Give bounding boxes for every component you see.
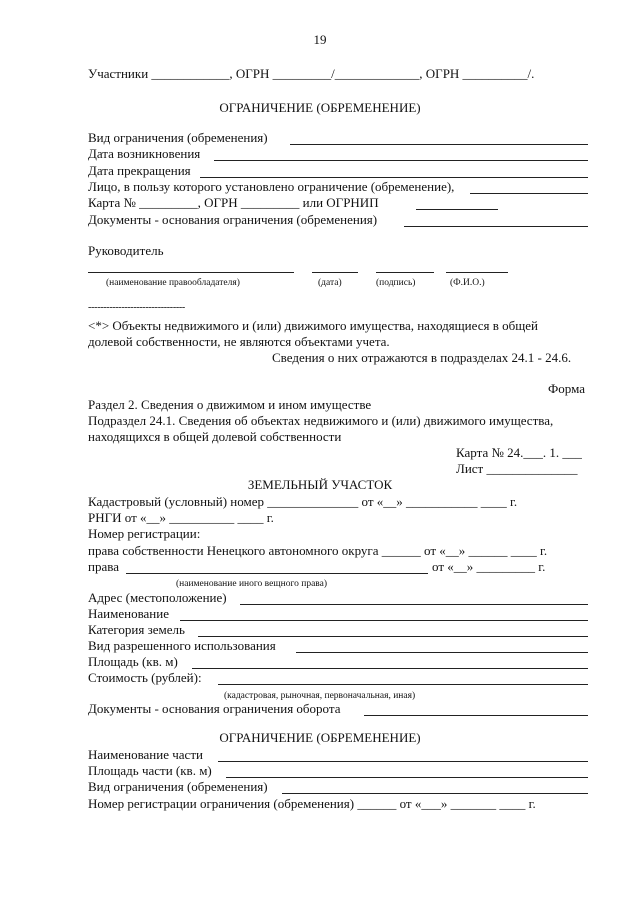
part-name-field[interactable] xyxy=(218,761,588,762)
subsection-title-2: находящихся в общей долевой собственности xyxy=(88,429,342,444)
documents-label: Документы - основания ограничения (обременения) xyxy=(88,212,378,227)
cadastral-number: Кадастровый (условный) номер ______________ от «__» ___________ ____ г. xyxy=(88,494,518,509)
start-date-label: Дата возникновения xyxy=(88,146,201,161)
name-label: Наименование xyxy=(88,606,169,621)
beneficiary-label: Лицо, в пользу которого установлено ограничение (обременение), xyxy=(88,179,455,194)
encumbrance-2-heading: ОГРАНИЧЕНИЕ (ОБРЕМЕНЕНИЕ) xyxy=(219,730,421,745)
right-label: права xyxy=(88,559,119,574)
ownership-right: права собственности Ненецкого автономного округа ______ от «__» ______ ____ г. xyxy=(88,543,548,558)
category-label: Категория земель xyxy=(88,622,185,637)
cost-caption: (кадастровая, рыночная, первоначальная, иная) xyxy=(224,691,416,701)
caption-fio: (Ф.И.О.) xyxy=(450,278,485,288)
area-label: Площадь (кв. м) xyxy=(88,654,178,669)
end-date-field[interactable] xyxy=(200,177,588,178)
encumbrance-heading: ОГРАНИЧЕНИЕ (ОБРЕМЕНЕНИЕ) xyxy=(219,100,421,115)
right-caption: (наименование иного вещного права) xyxy=(176,579,328,589)
documents-field[interactable] xyxy=(404,226,588,227)
holder-name-field[interactable] xyxy=(88,272,294,273)
land-documents-field[interactable] xyxy=(364,715,588,716)
caption-date: (дата) xyxy=(318,278,342,288)
subsection-title-1: Подраздел 24.1. Сведения об объектах недвижимого и (или) движимого имущества, xyxy=(88,413,554,428)
encumbrance-2-reg-number: Номер регистрации ограничения (обременения) ______ от «___» _______ ____ г. xyxy=(88,796,536,811)
land-heading: ЗЕМЕЛЬНЫЙ УЧАСТОК xyxy=(247,477,393,492)
participants-line: Участники ____________, ОГРН _________/_____________, ОГРН __________/. xyxy=(88,66,535,81)
address-label: Адрес (местоположение) xyxy=(88,590,227,605)
footnote-line-1: <*> Объекты недвижимого и (или) движимого имущества, находящиеся в общей xyxy=(88,318,538,333)
card-ogrn-label: Карта № _________, ОГРН _________ или ОГРНИП xyxy=(88,195,379,210)
reg-number-label: Номер регистрации: xyxy=(88,526,201,541)
part-name-label: Наименование части xyxy=(88,747,203,762)
encumbrance-2-type-field[interactable] xyxy=(282,793,588,794)
name-field[interactable] xyxy=(180,620,588,621)
start-date-field[interactable] xyxy=(214,160,588,161)
cost-field[interactable] xyxy=(218,684,588,685)
footnote-line-2: долевой собственности, не являются объектами учета. xyxy=(88,334,390,349)
other-right-field[interactable] xyxy=(126,573,428,574)
date-field[interactable] xyxy=(312,272,358,273)
use-type-field[interactable] xyxy=(296,652,588,653)
cost-label: Стоимость (рублей): xyxy=(88,670,202,685)
section-title: Раздел 2. Сведения о движимом и ином имуществе xyxy=(88,397,372,412)
beneficiary-field[interactable] xyxy=(470,193,588,194)
card-number: Карта № 24.___. 1. ___ xyxy=(456,445,582,460)
fio-field[interactable] xyxy=(446,272,508,273)
head-label: Руководитель xyxy=(88,243,164,258)
ogrnip-field[interactable] xyxy=(416,209,498,210)
end-date-label: Дата прекращения xyxy=(88,163,191,178)
footnote-line-3: Сведения о них отражаются в подразделах 24.1 - 24.6. xyxy=(272,350,572,365)
address-field[interactable] xyxy=(240,604,588,605)
area-field[interactable] xyxy=(192,668,588,669)
signature-field[interactable] xyxy=(376,272,434,273)
right-date: от «__» _________ г. xyxy=(432,559,546,574)
part-area-field[interactable] xyxy=(226,777,588,778)
encumbrance-2-type-label: Вид ограничения (обременения) xyxy=(88,779,268,794)
sheet-number: Лист ______________ xyxy=(456,461,578,476)
encumbrance-type-label: Вид ограничения (обременения) xyxy=(88,130,268,145)
encumbrance-type-field[interactable] xyxy=(290,144,588,145)
use-type-label: Вид разрешенного использования xyxy=(88,638,276,653)
caption-signature: (подпись) xyxy=(376,278,416,288)
form-label: Форма xyxy=(548,381,585,396)
footnote-divider: -------------------------------- xyxy=(88,302,185,313)
page-number: 19 xyxy=(313,32,327,47)
rngi-line: РНГИ от «__» __________ ____ г. xyxy=(88,510,274,525)
caption-holder: (наименование правообладателя) xyxy=(106,278,240,288)
part-area-label: Площадь части (кв. м) xyxy=(88,763,212,778)
land-documents-label: Документы - основания ограничения оборота xyxy=(88,701,341,716)
category-field[interactable] xyxy=(198,636,588,637)
